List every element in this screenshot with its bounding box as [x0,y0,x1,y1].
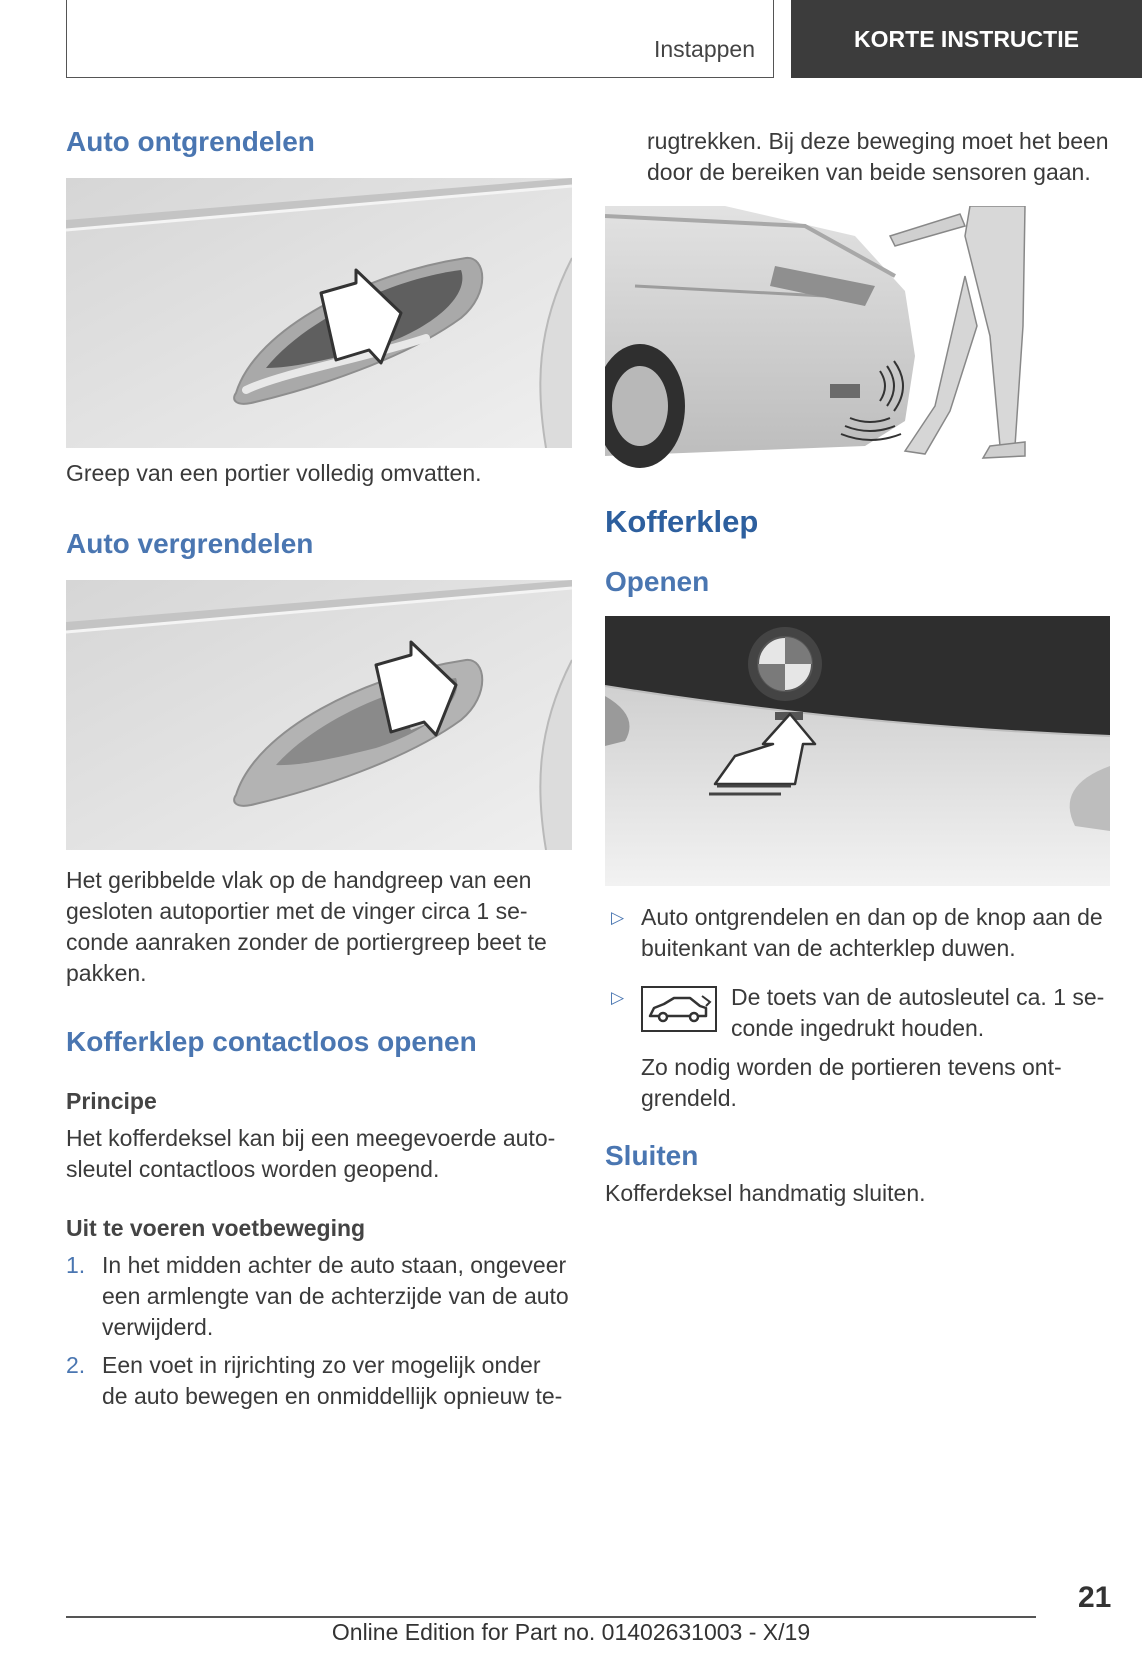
unlock-caption: Greep van een portier volledig omvatten. [66,460,482,486]
step-number: 1. [66,1252,86,1278]
list-item [66,1250,572,1343]
list-item [66,1350,572,1412]
foot-gesture-illustration [605,206,1035,476]
footer-divider [66,1616,1036,1618]
header-section-title: Instappen [653,36,755,62]
step-text: In het midden achter de auto staan, ongeveer een armlengte van de achterzijde van de auto verwijderd. [102,1252,569,1340]
kofferklep-heading: Kofferklep [605,504,759,539]
principle-text: Het kofferdeksel kan bij een meegevoerde auto-sleutel contactloos worden geopend. [66,1125,556,1182]
key-trunk-icon [641,986,717,1032]
contactless-heading: Kofferklep contactloos openen [66,1026,477,1057]
sluiten-text: Kofferdeksel handmatig sluiten. [605,1180,926,1206]
sluiten-heading: Sluiten [605,1140,699,1171]
door-handle-unlock-illustration [66,178,572,448]
bullet-text: Auto ontgrendelen en dan op de knop aan de buitenkant van de achterklep duwen. [641,904,1103,961]
bullet-item [605,982,1115,1044]
door-handle-lock-illustration [66,580,572,850]
bullet-triangle-icon: ▷ [611,908,625,927]
left-column [66,126,572,1419]
lock-instruction: Het geribbelde vlak op de handgreep van een gesloten autoportier met de vinger circa 1 se-conde aanraken zonder de portiergreep beet te pakken. [66,867,547,986]
footer-edition: Online Edition for Part no. 01402631003 - X/19 [331,1619,811,1645]
bullet-triangle-icon: ▷ [611,988,625,1007]
page-number: 21 [1078,1581,1112,1614]
bullet-item [605,902,1115,964]
step-number: 2. [66,1352,86,1378]
bullet-text: De toets van de autosleutel ca. 1 se-conde ingedrukt houden. [731,984,1105,1041]
lock-heading: Auto vergrendelen [66,528,314,559]
unlock-note: Zo nodig worden de portieren tevens ont-grendeld. [641,1054,1062,1111]
step-text: Een voet in rijrichting zo ver mogelijk onder de auto bewegen en onmiddellijk opnieuw te- [102,1352,563,1409]
movement-steps [66,1250,572,1412]
movement-heading: Uit te voeren voetbeweging [66,1215,366,1241]
right-column [605,126,1115,1209]
unlock-heading: Auto ontgrendelen [66,126,315,157]
header-box [66,0,774,78]
trunk-button-illustration [605,616,1110,886]
principle-heading: Principe [66,1088,157,1114]
openen-heading: Openen [605,566,710,597]
header-chapter-tab: KORTE INSTRUCTIE [791,0,1142,78]
continued-step-text: rugtrekken. Bij deze beweging moet het been door de bereiken van beide sensoren gaan. [647,128,1109,185]
